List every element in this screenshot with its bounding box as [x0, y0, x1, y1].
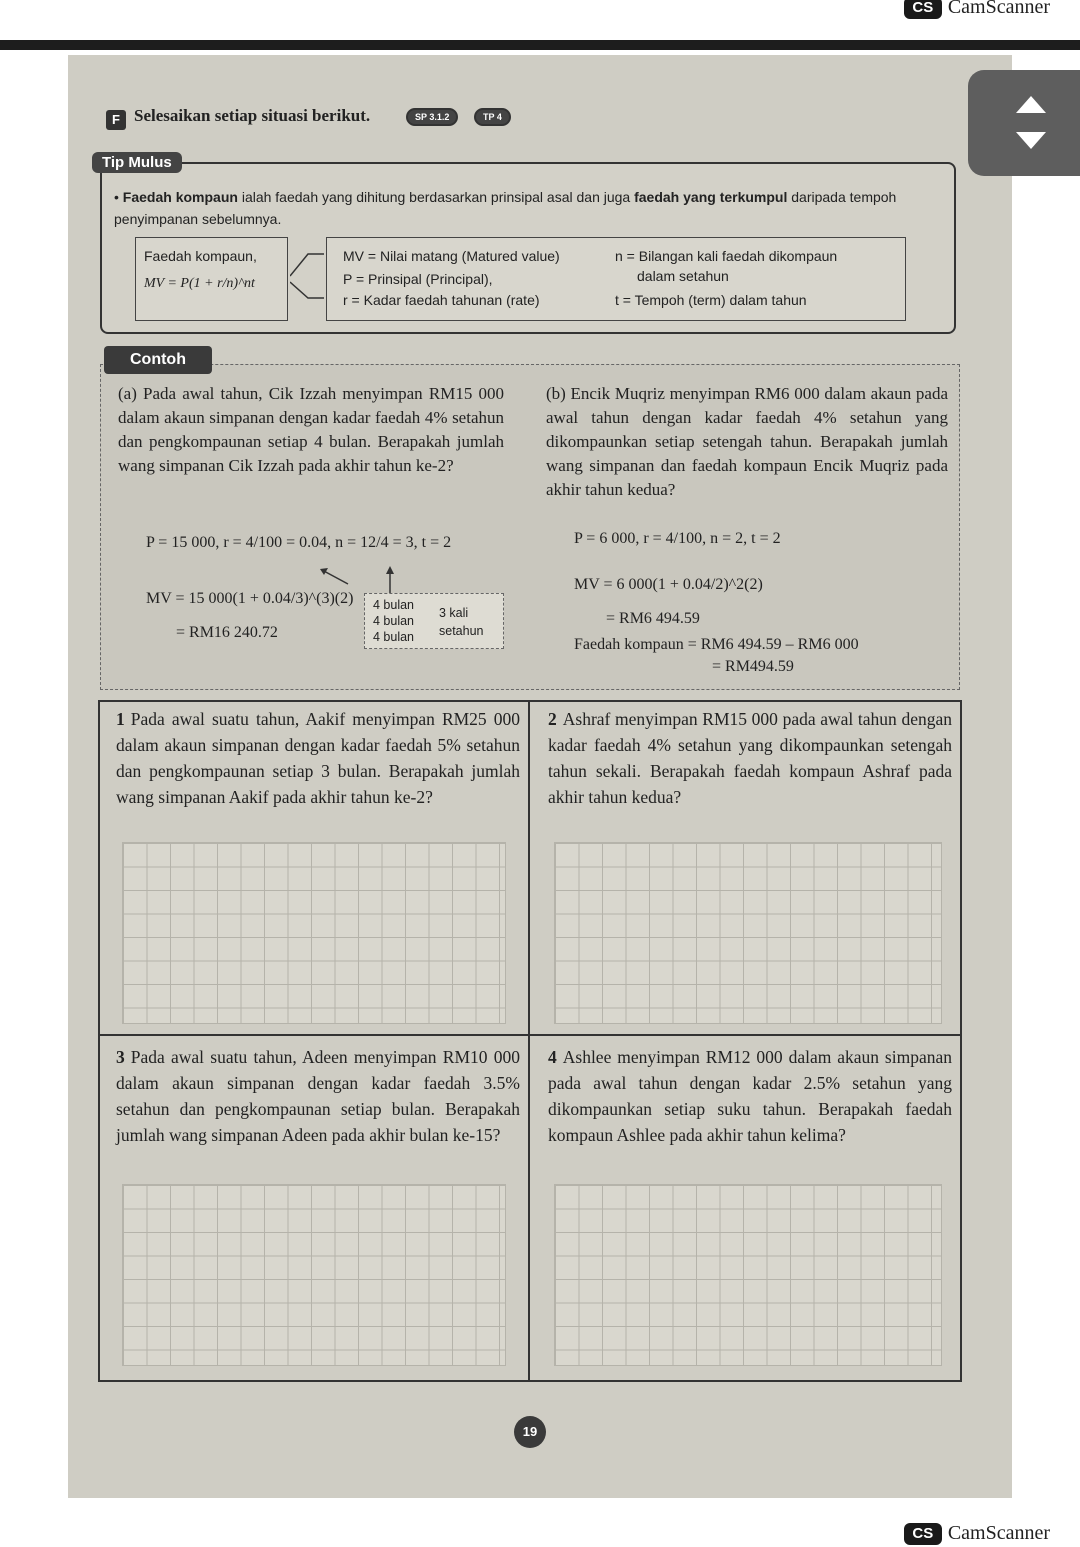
question-1-text: Pada awal suatu tahun, Aakif menyimpan RM25 000 dalam akaun simpanan dengan kadar faedah 5% setahun dan pengkompaunan setiap 3 bulan. Berapakah jumlah wang simpanan Aakif pada akhir tahun ke-2? [116, 709, 520, 807]
answer-grid-2[interactable] [554, 842, 942, 1024]
question-1 [116, 706, 520, 810]
def-n1: n = Bilangan kali faedah dikompaun [615, 248, 838, 264]
camscanner-text: CamScanner [947, 0, 1050, 18]
question-4-number: 4 [548, 1047, 557, 1067]
question-4 [548, 1044, 952, 1148]
example-a-calc: MV = 15 000(1 + 0.04/3)^(3)(2) [146, 590, 354, 607]
question-2 [548, 706, 952, 810]
scroll-down-icon[interactable] [1016, 132, 1046, 149]
note-side: 3 kali setahun [439, 606, 484, 638]
question-3-text: Pada awal suatu tahun, Adeen menyimpan RM10 000 dalam akaun simpanan dengan kadar faedah 3.5% setahun dan pengkompaunan setiap bulan. Berapakah jumlah wang simpanan Adeen pada akhir bulan ke-15? [116, 1047, 520, 1145]
tip-end: daripada tempoh penyimpanan sebelumnya. [114, 189, 897, 227]
question-2-number: 2 [548, 709, 557, 729]
questions-divider-vertical [528, 700, 530, 1382]
page-number: 19 [514, 1416, 546, 1448]
page-scroll-control[interactable] [968, 70, 1080, 176]
tp-badge: TP 4 [474, 108, 511, 126]
def-n2: dalam setahun [637, 268, 729, 284]
example-b-calc: MV = 6 000(1 + 0.04/2)^2(2) [574, 576, 763, 593]
tip-bold-1: Faedah kompaun [122, 189, 238, 205]
note-line-3: 4 bulan [373, 630, 415, 644]
section-letter-badge: F [106, 110, 126, 130]
example-label: Contoh [104, 346, 212, 374]
question-3-number: 3 [116, 1047, 125, 1067]
camscanner-watermark-top [904, 0, 1050, 19]
question-4-text: Ashlee menyimpan RM12 000 dalam akaun simpanan pada awal tahun dengan kadar 2.5% setahun yang dikompaunkan setiap suku tahun. Berapakah faedah kompaun Ashlee pada akhir tahun kelima? [548, 1047, 952, 1145]
tip-mid: ialah faedah yang dihitung berdasarkan prinsipal asal dan juga [237, 189, 635, 205]
question-2-text: Ashraf menyimpan RM15 000 pada awal tahun dengan kadar faedah 4% setahun yang dikompaunkan setengah tahun sekali. Berapakah faedah kompaun Ashraf pada akhir tahun kedua? [548, 709, 952, 807]
section-title: Selesaikan setiap situasi berikut. [134, 106, 371, 125]
camscanner-text-bottom: CamScanner [947, 1522, 1050, 1544]
example-b-text: (b) Encik Muqriz menyimpan RM6 000 dalam akaun pada awal tahun dengan kadar faedah 4% setahun yang dikompaunkan setiap setengah tahun. Berapakah jumlah wang simpanan dan faedah kompaun Encik Muqriz pada akhir tahun kedua? [546, 384, 948, 499]
example-a-given: P = 15 000, r = 4/100 = 0.04, n = 12/4 = 3, t = 2 [146, 534, 452, 551]
sp-badge: SP 3.1.2 [406, 108, 458, 126]
example-b-given: P = 6 000, r = 4/100, n = 2, t = 2 [574, 530, 781, 547]
formula-box [135, 237, 288, 321]
tip-text: • Faedah kompaun ialah faedah yang dihitung berdasarkan prinsipal asal dan juga faedah yang terkumpul daripada tempoh penyimpanan sebelumnya. [114, 189, 897, 227]
example-b-faedah: Faedah kompaun = RM6 494.59 – RM6 000 [574, 636, 859, 653]
def-t: t = Tempoh (term) dalam tahun [615, 292, 807, 308]
top-divider [0, 40, 1080, 50]
question-1-number: 1 [116, 709, 125, 729]
answer-grid-4[interactable] [554, 1184, 942, 1366]
tip-bold-2: faedah yang terkumpul [634, 189, 788, 205]
bracket-connector [290, 248, 326, 308]
example-b-answer: = RM6 494.59 [606, 610, 700, 627]
example-a-text: (a) Pada awal tahun, Cik Izzah menyimpan RM15 000 dalam akaun simpanan dengan kadar faedah 4% setahun dan pengkompaunan setiap 4 bulan. Berapakah jumlah wang simpanan Cik Izzah pada akhir tahun ke-2? [118, 384, 504, 475]
top-bar [0, 0, 1080, 40]
note-box [364, 593, 504, 649]
def-mv: MV = Nilai matang (Matured value) [343, 248, 560, 264]
note-line-2: 4 bulan [373, 614, 415, 628]
example-b-faedah-answer: = RM494.59 [712, 658, 794, 675]
scroll-up-icon[interactable] [1016, 96, 1046, 113]
note-line-1: 4 bulan [373, 598, 415, 612]
answer-grid-3[interactable] [122, 1184, 506, 1366]
def-r: r = Kadar faedah tahunan (rate) [343, 292, 540, 308]
questions-divider-horizontal [98, 1034, 962, 1036]
answer-grid-1[interactable] [122, 842, 506, 1024]
question-3 [116, 1044, 520, 1148]
example-a-answer: = RM16 240.72 [176, 624, 278, 641]
formula-title: Faedah kompaun, [144, 248, 257, 264]
formula: MV = P(1 + r/n)^nt [144, 276, 255, 291]
tip-label: Tip Mulus [92, 152, 182, 173]
camscanner-watermark-bottom [904, 1522, 1050, 1545]
camscanner-logo-icon-bottom: CS [904, 1523, 942, 1545]
camscanner-logo-icon: CS [904, 0, 942, 19]
def-p: P = Prinsipal (Principal), [343, 271, 493, 287]
definitions-box [326, 237, 906, 321]
